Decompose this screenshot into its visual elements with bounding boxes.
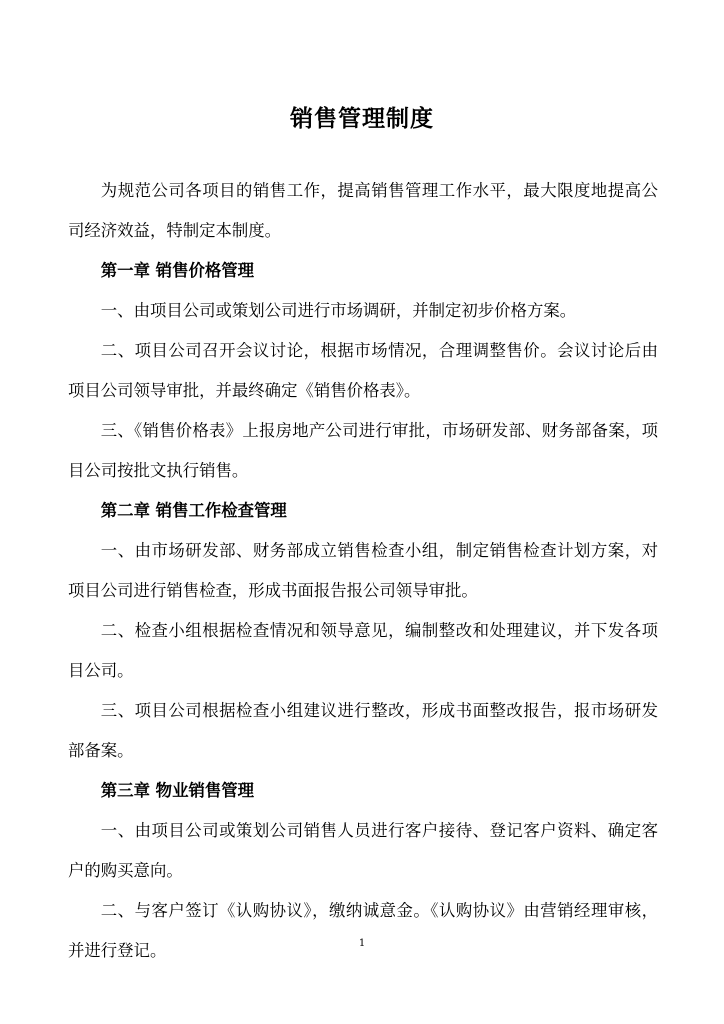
chapter-3-heading: 第三章 物业销售管理 <box>100 781 255 800</box>
chapter-3-item-1: 一、由项目公司或策划公司销售人员进行客户接待、登记客户资料、确定客户的购买意向。 <box>68 821 658 880</box>
chapter-2-item-2: 二、检查小组根据检查情况和领导意见，编制整改和处理建议，并下发各项目公司。 <box>68 621 658 680</box>
chapter-1-item-2: 二、项目公司召开会议讨论，根据市场情况，合理调整售价。会议讨论后由项目公司领导审批，并最终确定《销售价格表》。 <box>68 341 658 400</box>
document-body <box>68 171 658 971</box>
document-title: 销售管理制度 <box>290 106 434 132</box>
chapter-2-item-1: 一、由市场研发部、财务部成立销售检查小组，制定销售检查计划方案，对项目公司进行销售检查，形成书面报告报公司领导审批。 <box>68 541 658 600</box>
chapter-1-item-3: 三、《销售价格表》上报房地产公司进行审批，市场研发部、财务部备案，项目公司按批文执行销售。 <box>68 421 658 480</box>
chapter-3-item-2: 二、与客户签订《认购协议》，缴纳诚意金。《认购协议》由营销经理审核，并进行登记。 <box>68 901 658 960</box>
chapter-2-heading: 第二章 销售工作检查管理 <box>100 501 287 520</box>
page-number: 1 <box>358 938 366 949</box>
chapter-1-item-1: 一、由项目公司或策划公司进行市场调研，并制定初步价格方案。 <box>100 301 577 320</box>
chapter-2-item-3: 三、项目公司根据检查小组建议进行整改，形成书面整改报告，报市场研发部备案。 <box>68 701 658 760</box>
intro-paragraph: 为规范公司各项目的销售工作，提高销售管理工作水平，最大限度地提高公司经济效益，特制定本制度。 <box>68 181 658 240</box>
chapter-1-heading: 第一章 销售价格管理 <box>100 261 255 280</box>
